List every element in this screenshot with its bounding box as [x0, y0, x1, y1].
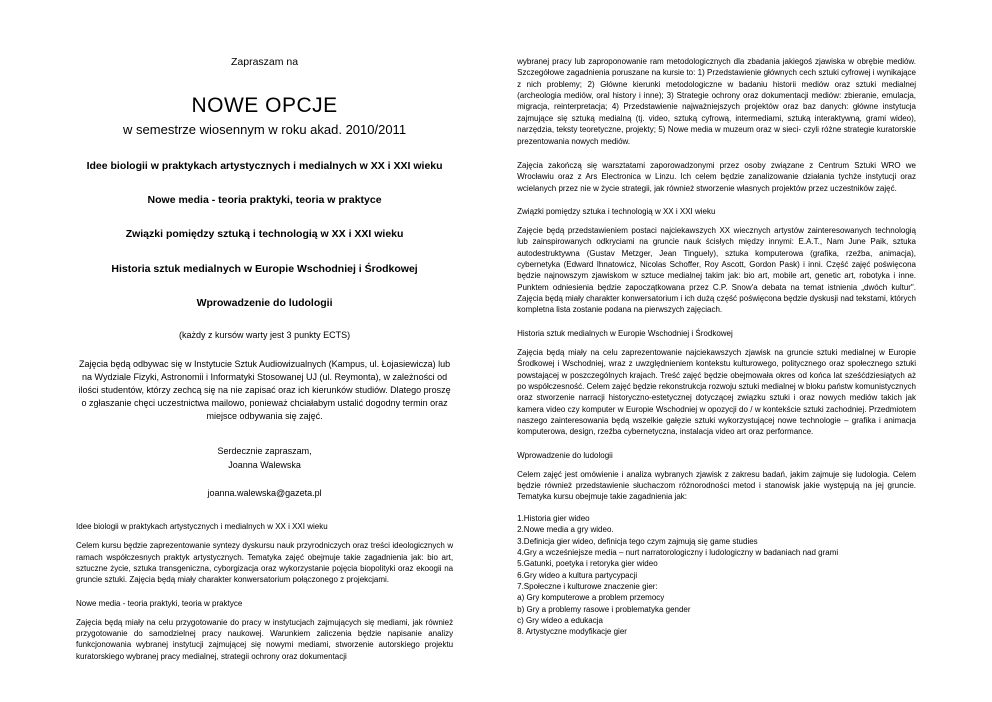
list-item: c) Gry wideo a edukacja	[517, 616, 603, 626]
section-heading-historia: Historia sztuk medialnych w Europie Wschodniej i Środkowej	[517, 328, 733, 338]
list-item: 8. Artystyczne modyfikacje gier	[517, 627, 627, 637]
section-paragraph-biologia: Celem kursu będzie zaprezentowanie syntezy dyskursu nauk przyrodniczych oraz treści ideologicznych w ramach współczesnych praktyk artystycznych. Tematyka zajęć obejmuje takie zagadnienia jak: bio art, sztuczne życie, sztuka transgeniczna, cyborgizacja oraz wykorzystanie pojęcia biopolityki oraz ekoogii na gruncie sztuki. Zajęcia będą miały charakter konwersatorium połączonego z projekcjami.	[76, 541, 454, 585]
list-item: 1.Historia gier wideo	[517, 513, 590, 523]
signature-block	[76, 445, 453, 472]
course-title-3: Związki pomiędzy sztuką i technologią w XX i XXI wieku	[125, 228, 404, 241]
ludologia-topic-list	[517, 513, 916, 638]
list-item: 6.Gry wideo a kultura partycypacji	[517, 570, 638, 580]
signature-line-2: Joanna Walewska	[228, 459, 301, 470]
list-item: 7.Społeczne i kulturowe znaczenie gier:	[517, 581, 658, 591]
list-item: b) Gry a problemy rasowe i problematyka gender	[517, 604, 691, 614]
list-item: 2.Nowe media a gry wideo.	[517, 525, 614, 535]
section-heading-biologia: Idee biologii w praktykach artystycznych i medialnych w XX i XXI wieku	[76, 522, 328, 532]
section-heading-nowe-media: Nowe media - teoria praktyki, teoria w praktyce	[76, 598, 243, 608]
list-item: 4.Gry a wcześniejsze media – nurt narratorologiczny i ludologiczny w badaniach nad grami	[517, 547, 839, 557]
section-paragraph-nowe-media: Zajęcia będą miały na celu przygotowanie do pracy w instytucjach zajmujących się mediami, jak również przygotowanie do samodzielnej pracy naukowej. Warunkiem zaliczenia będzie napisanie analizy funkcjonowania wybranej instytucji zajmującej się nowymi mediami, stworzenie autorskiego projektu kuratorskiego wybranej pracy medialnej, strategii ochrony oraz dokumentacji	[76, 617, 454, 661]
section-heading-zwiazki: Związki pomiędzy sztuka i technologią w XX i XXI wieku	[517, 206, 716, 216]
page-title: NOWE OPCJE	[191, 94, 338, 117]
section-paragraph-historia: Zajęcia będą miały na celu zaprezentowanie najciekawszych zjawisk na gruncie sztuki medialnej w Europie Środkowej i Wschodniej, wraz z uwzględnieniem kontekstu kulturowego, politycznego oraz społecznego sztuki powstającej w poszczególnych krajach. Treść zajęć będzie obejmowała okres od końca lat sześćdziesiątych aż po współczesność. Celem zajęć będzie rekonstrukcja rozwoju sztuki medialnej w bloku państw komunistycznych oraz stworzenie narracji historyczno-estetycznej dotyczącej związku sztuki i oraz nowych mediów takich jak kamera video czy komputer w Europie Wschodniej w opozycji do / w kontekście sztuki zachodniej. Przedmiotem naszego zainteresowania będą wszelkie gałęzie sztuki wykorzystującej nowe technologie – grafika i animacja komputerowa, design, rzeźba cybernetyczna, instalacja video art oraz performance.	[517, 347, 916, 437]
ects-note: (każdy z kursów warty jest 3 punkty ECTS)	[179, 330, 351, 341]
continued-paragraph-1: wybranej pracy lub zaproponowanie ram metodologicznych dla zbadania jakiegoś zjawiska w obrębie mediów. Szczegółowe zagadnienia poruszane na kursie to: 1) Przedstawienie głównych cech sztuki cyfrowej i wynikające z nich problemy; 2) Główne kierunki metodologiczne w badaniu historii mediów oraz sztuki medialnej (archeologia mediów, oral history i inne); 3) Strategie ochrony oraz dokumentacji mediów: zbieranie, emulacja, migracja, reinterpretacja; 4) Przedstawienie najważniejszych projektów oraz baz danych: główne instytucja zajmujące się sztuką medialną (tj. video, sztuką cyfrową, intermediami, sztuką interaktywną, grami wideo), narzędzia, teksty teoretyczne, projekty; 5) Nowe media w muzeum oraz w sieci- czyli różne strategie kuratorskie prezentowania nowych mediów.	[517, 57, 916, 146]
section-heading-ludologia: Wprowadzenie do ludologii	[517, 450, 613, 460]
list-item: a) Gry komputerowe a problem przemocy	[517, 593, 665, 603]
page-subtitle: w semestrze wiosennym w roku akad. 2010/2011	[123, 122, 407, 137]
intro-paragraph: Zajęcia będą odbywac się w Instytucie Sztuk Audiowizualnych (Kampus, ul. Łojasiewicza) lub na Wydziale Fizyki, Astronomii i Informatyki Stosowanej UJ (ul. Reymonta), w zależności od ilości studentów, którzy zechcą się na nie zapisać oraz ich kierunków studiów. Dlatego proszę o zgłaszanie chęci uczestnictwa mailowo, ponieważ chciałabym ustalić dogodny termin oraz miejsce odbywania się zajęć.	[78, 359, 451, 422]
contact-email: joanna.walewska@gazeta.pl	[207, 488, 322, 499]
right-column	[497, 56, 952, 682]
course-title-4: Historia sztuk medialnych w Europie Wschodniej i Środkowej	[111, 262, 418, 275]
section-paragraph-ludologia: Celem zajęć jest omówienie i analiza wybranych zjawisk z zakresu badań, jakim zajmuje się ludologia. Celem będzie również przedstawienie słuchaczom różnorodności metod i stanowisk jakie występują na jej gruncie. Tematyka kursu obejmuje takie zagadnienia jak:	[517, 469, 916, 502]
section-paragraph-zwiazki: Zajęcie będą przedstawieniem postaci najciekawszych XX wiecznych artystów zainteresowanych technologią lub zainspirowanych odkryciami na gruncie nauk ścisłych między innymi: E.A.T., Nam June Paik, sztuka autodestruktywna (Gustav Metzger, Jean Tinguely), sztuka komputerowa (grafika, rzeźba, animacja), cybernetyka (Edward Ihnatowicz, Nicolas Schoffer, Roy Ascott, Gordon Pask) i inni. Część zajęć poświęcona będzie najnowszym zjawiskom w sztuce medialnej takim jak: bio art, mobile art, genetic art, robotyka i inne. Punktem odniesienia będzie zapoczątkowana przez C.P. Snow'a debata na temat istnienia „dwóch kultur". Zajęcia będą miały charakter konwersatorium i ich dużą część poświęcona będzie dyskusji nad tekstami, których kompletna lista zostanie podana na pierwszych zajęciach.	[517, 225, 916, 315]
course-title-5: Wprowadzenie do ludologii	[196, 296, 333, 309]
signature-line-1: Serdecznie zapraszam,	[217, 446, 312, 457]
invite-line: Zapraszam na	[231, 56, 299, 68]
continued-paragraph-2: Zajęcia zakończą się warsztatami zaporowadzonymi przez osoby związane z Centrum Sztuki WRO we Wrocławiu oraz z Ars Electronica w Linzu. Ich celem będzie zanalizowanie działania tychże instytucji oraz wcielanych przez nie w życie strategii, jak również stworzenie własnych projektów przez uczestników zajęć.	[517, 160, 916, 193]
list-item: 5.Gatunki, poetyka i retoryka gier wideo	[517, 559, 658, 569]
course-title-1: Idee biologii w praktykach artystycznych i medialnych w XX i XXI wieku	[86, 160, 443, 172]
left-column	[40, 56, 497, 682]
list-item: 3.Definicja gier wideo, definicja tego czym zajmują się game studies	[517, 536, 758, 546]
course-title-2: Nowe media - teoria praktyki, teoria w praktyce	[147, 194, 382, 207]
